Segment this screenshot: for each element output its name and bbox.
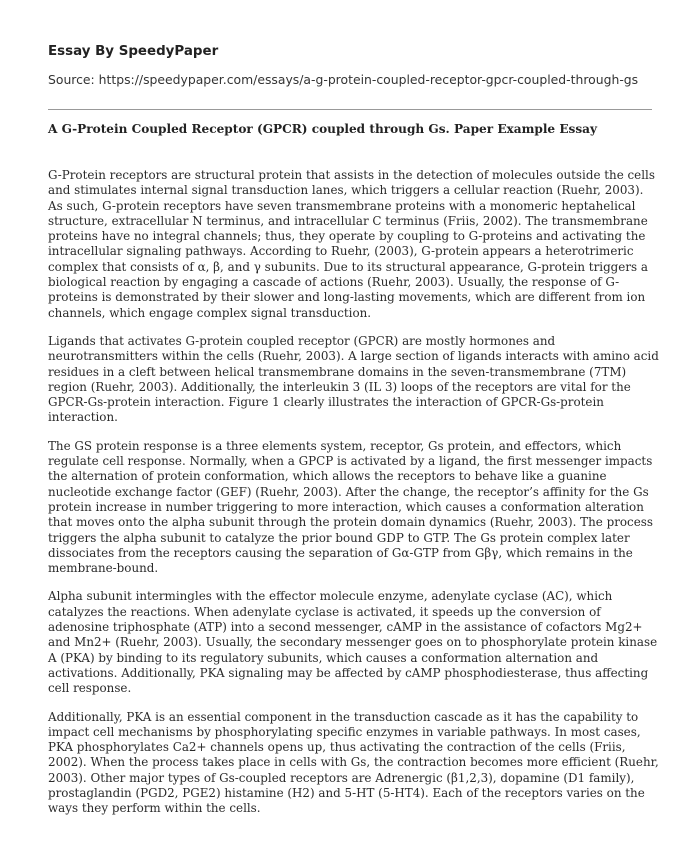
paragraph-line: region (Ruehr, 2003). Additionally, the interleukin 3 (IL 3) loops of the receptors are vital for the xyxy=(48,379,631,394)
paragraph-line: PKA phosphorylates Ca2+ channels opens up, thus activating the contraction of the cells (Friis, xyxy=(48,740,626,755)
paragraph-line: nucleotide exchange factor (GEF) (Ruehr, 2003). After the change, the receptor’s affinity for the Gs xyxy=(48,484,649,499)
paragraph-line: adenosine triphosphate (ATP) into a second messenger, cAMP in the assistance of cofactors Mg2+ xyxy=(48,620,643,635)
paragraph-line: protein increase in number triggering to more interaction, which causes a conformation alteration xyxy=(48,499,644,514)
essay-title: A G-Protein Coupled Receptor (GPCR) coupled through Gs. Paper Example Essay xyxy=(48,122,598,136)
paragraph-line: and stimulates internal signal transduction lanes, which triggers a cellular reaction (Ruehr, 2003). xyxy=(48,183,644,198)
paragraph-line: triggers the alpha subunit to catalyze the prior bound GDP to GTP. The Gs protein complex later xyxy=(48,530,630,545)
paragraph-line: complex that consists of α, β, and γ subunits. Due to its structural appearance, G-protein triggers a xyxy=(48,259,648,274)
header-divider xyxy=(48,109,652,110)
paragraph-line: intracellular signaling pathways. According to Ruehr, (2003), G-protein appears a heterotrimeric xyxy=(48,244,634,259)
source-url[interactable]: Source: https://speedypaper.com/essays/a-g-protein-coupled-receptor-gpcr-coupled-through-gs xyxy=(48,72,639,87)
brand-heading: Essay By SpeedyPaper xyxy=(48,44,219,59)
paragraph-line: cell response. xyxy=(48,681,132,696)
paragraph-line: dissociates from the receptors causing the separation of Gα-GTP from Gβγ, which remains in the xyxy=(48,545,633,560)
essay-paragraph xyxy=(48,589,658,696)
paragraph-line: channels, which engage complex signal transduction. xyxy=(48,305,372,320)
paragraph-line: As such, G-protein receptors have seven transmembrane proteins with a monomeric heptahelical xyxy=(48,198,636,213)
paragraph-line: GPCR-Gs-protein interaction. Figure 1 clearly illustrates the interaction of GPCR-Gs-protein xyxy=(48,395,604,410)
paragraph-line: 2002). When the process takes place in cells with Gs, the contraction becomes more efficient (Ruehr, xyxy=(48,755,659,770)
paragraph-line: impact cell mechanisms by phosphorylating specific enzymes in variable pathways. In most cases, xyxy=(48,724,641,739)
paragraph-line: proteins have no integral channels; thus, they operate by coupling to G-proteins and activating the xyxy=(48,229,646,244)
essay-body xyxy=(48,168,658,830)
essay-paragraph xyxy=(48,439,658,577)
paragraph-line: regulate cell response. Normally, when a GPCP is activated by a ligand, the first messenger impacts xyxy=(48,454,653,469)
paragraph-line: membrane-bound. xyxy=(48,561,159,576)
paragraph-line: activations. Additionally, PKA signaling may be affected by cAMP phosphodiesterase, thus affecting xyxy=(48,665,649,680)
paragraph-line: interaction. xyxy=(48,410,118,425)
paragraph-line: the alternation of protein conformation, which allows the receptors to behave like a guanine xyxy=(48,469,607,484)
paragraph-line: G-Protein receptors are structural protein that assists in the detection of molecules outside the cells xyxy=(48,168,655,182)
paragraph-line: prostaglandin (PGD2, PGE2) histamine (H2) and 5-HT (5-HT4). Each of the receptors varies on the xyxy=(48,785,645,800)
paragraph-line: structure, extracellular N terminus, and intracellular C terminus (Friis, 2002). The transmembrane xyxy=(48,213,648,228)
paragraph-line: Ligands that activates G-protein coupled receptor (GPCR) are mostly hormones and xyxy=(48,333,556,348)
paragraph-line: biological reaction by engaging a cascade of actions (Ruehr, 2003). Usually, the response of G- xyxy=(48,275,620,290)
paragraph-line: that moves onto the alpha subunit through the protein domain dynamics (Ruehr, 2003). The process xyxy=(48,515,653,530)
paragraph-line: ways they perform within the cells. xyxy=(48,801,261,816)
essay-paragraph xyxy=(48,334,658,426)
paragraph-line: Alpha subunit intermingles with the effector molecule enzyme, adenylate cyclase (AC), which xyxy=(48,589,613,604)
paragraph-line: A (PKA) by binding to its regulatory subunits, which causes a conformation alternation and xyxy=(48,650,599,665)
paragraph-line: catalyzes the reactions. When adenylate cyclase is activated, it speeds up the conversion of xyxy=(48,604,601,619)
essay-paragraph xyxy=(48,168,658,321)
paragraph-line: neurotransmitters within the cells (Ruehr, 2003). A large section of ligands interacts with amino acid xyxy=(48,349,659,364)
paragraph-line: 2003). Other major types of Gs-coupled receptors are Adrenergic (β1,2,3), dopamine (D1 family), xyxy=(48,770,635,785)
paragraph-line: proteins is demonstrated by their slower and long-lasting movements, which are different from ion xyxy=(48,290,646,305)
paragraph-line: and Mn2+ (Ruehr, 2003). Usually, the secondary messenger goes on to phosphorylate protein kinase xyxy=(48,635,658,650)
paragraph-line: residues in a cleft between helical transmembrane domains in the seven-transmembrane (7TM) xyxy=(48,364,627,379)
paragraph-line: Additionally, PKA is an essential component in the transduction cascade as it has the capability to xyxy=(48,709,639,724)
paragraph-line: The GS protein response is a three elements system, receptor, Gs protein, and effectors, which xyxy=(48,438,622,453)
essay-paragraph xyxy=(48,710,658,817)
